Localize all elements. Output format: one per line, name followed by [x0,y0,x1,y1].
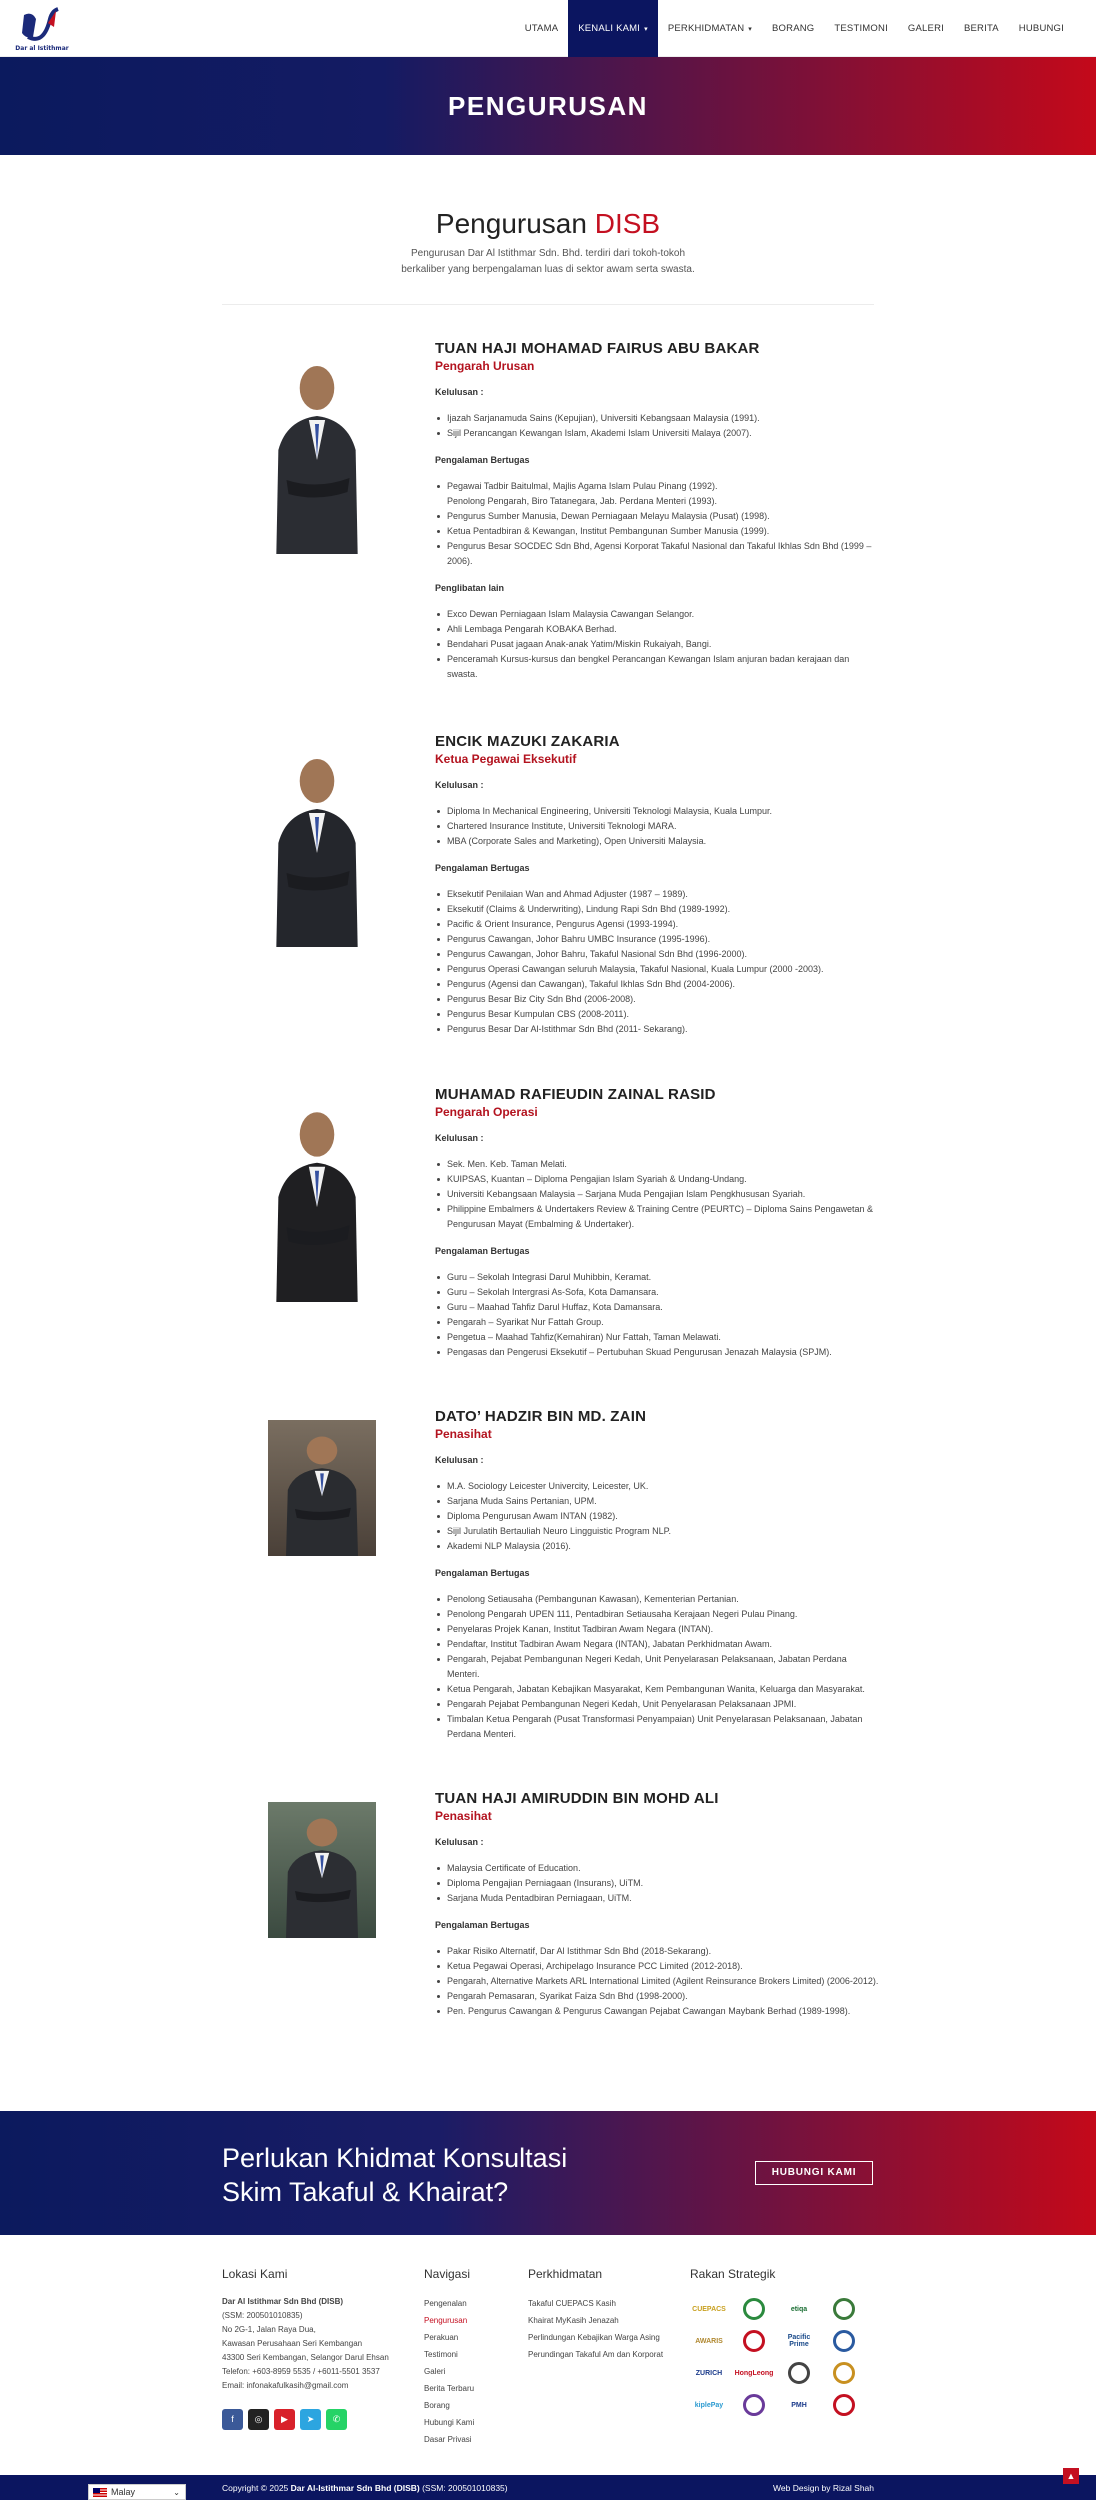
list-item: Bendahari Pusat jagaan Anak-anak Yatim/Miskin Rukaiyah, Bangi. [435,637,880,652]
partner-logo [735,2391,773,2419]
partner-logo: HongLeong [734,2369,774,2377]
list-item: Pengarah Pemasaran, Syarikat Faiza Sdn Bhd (1998-2000). [435,1989,880,2004]
list-item: Pengurus Operasi Cawangan seluruh Malaysia, Takaful Nasional, Kuala Lumpur (2000 -2003). [435,962,880,977]
logo-text: Dar al Istithmar [15,45,69,52]
contact-us-button[interactable]: HUBUNGI KAMI [755,2161,873,2185]
member-section-heading: Kelulusan : [435,1837,484,1847]
hero-title: PENGURUSAN [448,91,648,121]
list-item: Penceramah Kursus-kursus dan bengkel Perancangan Kewangan Islam anjuran badan kerajaan dan swasta. [435,652,880,682]
member-section-list [435,887,880,1037]
member-role: Pengarah Operasi [435,1105,538,1119]
list-item: Penolong Pengarah UPEN 111, Pentadbiran Setiausaha Kerajaan Negeri Pulau Pinang. [435,1607,880,1622]
list-item: Pendaftar, Institut Tadbiran Awam Negara (INTAN), Jabatan Perkhidmatan Awam. [435,1637,880,1652]
member-section-list [435,411,880,441]
site-footer [0,2235,1096,2475]
list-item: Sijil Perancangan Kewangan Islam, Akademi Islam Universiti Malaya (2007). [435,426,880,441]
nav-item-label: KENALI KAMI [578,23,641,34]
footer-location-line: Telefon: +603-8959 5535 / +6011-5501 3537 [222,2367,380,2376]
list-item: Guru – Maahad Tahfiz Darul Huffaz, Kota Damansara. [435,1300,880,1315]
member-section-heading: Penglibatan lain [435,583,505,593]
list-item: Penyelaras Projek Kanan, Institut Tadbiran Awam Negara (INTAN). [435,1622,880,1637]
partner-logo: PMH [791,2401,807,2409]
member-section-heading: Kelulusan : [435,387,484,397]
scroll-to-top-button[interactable]: ▲ [1063,2468,1079,2484]
member-photo [256,340,378,554]
section-title-main: Pengurusan [435,208,595,239]
member-section-list [435,1479,880,1554]
list-item: Sarjana Muda Pentadbiran Perniagaan, UiTM. [435,1891,880,1906]
footer-navigation-heading: Navigasi [424,2267,471,2281]
list-item: Ahli Lembaga Pengarah KOBAKA Berhad. [435,622,880,637]
nav-item-testimoni[interactable] [824,0,898,57]
list-item: Pengurus (Agensi dan Cawangan), Takaful Ikhlas Sdn Bhd (2004-2006). [435,977,880,992]
member-section-heading: Pengalaman Bertugas [435,1246,530,1256]
malaysia-flag-icon [93,2488,107,2497]
nav-item-berita[interactable] [954,0,1009,57]
footer-location-line: Kawasan Perusahaan Seri Kembangan [222,2339,363,2348]
list-item: Pengurus Sumber Manusia, Dewan Perniagaan Melayu Malaysia (Pusat) (1998). [435,509,880,524]
footer-partners [690,2267,874,2419]
member-role: Pengarah Urusan [435,359,535,373]
list-item: Philippine Embalmers & Undertakers Review & Training Centre (PEURTC) – Diploma Sains Pengawetan & Pengurusan Mayat (Embalming & Undertaker). [435,1202,880,1232]
member-photo [268,1420,376,1556]
footer-services [528,2267,678,2363]
member-section-heading: Pengalaman Bertugas [435,863,530,873]
footer-location-line: (SSM: 200501010835) [222,2311,303,2320]
list-item: Ijazah Sarjanamuda Sains (Kepujian), Universiti Kebangsaan Malaysia (1991). [435,411,880,426]
member-photo [256,733,378,947]
footer-nav-link[interactable]: Pengurusan [424,2316,468,2325]
member-section-list [435,1944,880,2019]
footer-location-line: No 2G-1, Jalan Raya Dua, [222,2325,316,2334]
footer-location-line: Email: infonakafulkasih@gmail.com [222,2381,349,2390]
facebook-icon[interactable]: f [222,2409,243,2430]
member-info [435,340,880,682]
footer-service-link[interactable]: Takaful CUEPACS Kasih [528,2299,616,2308]
design-credit: Web Design by Rizal Shah [773,2483,874,2493]
footer-company-name: Dar Al Istithmar Sdn Bhd (DISB) [222,2297,344,2306]
member-photo [256,1086,378,1302]
member-section-heading: Pengalaman Bertugas [435,1568,530,1578]
main-nav [515,0,1074,57]
footer-partners-heading: Rakan Strategik [690,2267,776,2281]
footer-service-link[interactable]: Perlindungan Kebajikan Warga Asing [528,2333,660,2342]
copyright-text: Copyright © 2025 Dar Al-Istithmar Sdn Bhd (DISB) (SSM: 200501010835) [222,2483,508,2493]
youtube-icon[interactable]: ▶ [274,2409,295,2430]
member-section-list [435,1157,880,1232]
member-name: TUAN HAJI MOHAMAD FAIRUS ABU BAKAR [435,340,760,357]
section-description: Pengurusan Dar Al Istithmar Sdn. Bhd. terdiri dari tokoh-tokoh berkaliber yang berpengalaman luas di sektor awam serta swasta. [401,248,695,275]
list-item: Pengarah, Alternative Markets ARL International Limited (Agilent Reinsurance Brokers Limited) (2006-2012). [435,1974,880,1989]
list-item: Universiti Kebangsaan Malaysia – Sarjana Muda Pengajian Islam Pengkhususan Syariah. [435,1187,880,1202]
nav-item-label: BORANG [772,23,815,34]
partner-logo [825,2391,863,2419]
footer-service-link[interactable]: Perundingan Takaful Am dan Korporat [528,2350,664,2359]
list-item: Pacific & Orient Insurance, Pengurus Agensi (1993-1994). [435,917,880,932]
list-item: MBA (Corporate Sales and Marketing), Open Universiti Malaysia. [435,834,880,849]
member-section-list [435,1592,880,1742]
footer-nav-link[interactable]: Galeri [424,2367,446,2376]
list-item: Malaysia Certificate of Education. [435,1861,880,1876]
list-item: Guru – Sekolah Integrasi Darul Muhibbin, Keramat. [435,1270,880,1285]
telegram-icon[interactable]: ➤ [300,2409,321,2430]
list-item: Pengarah Pejabat Pembangunan Negeri Kedah, Unit Penyelarasan Pelaksanaan JPMI. [435,1697,880,1712]
list-item: Diploma Pengurusan Awam INTAN (1982). [435,1509,880,1524]
language-label: Malay [111,2487,136,2497]
footer-nav-link[interactable]: Hubungi Kami [424,2418,475,2427]
member-info [435,1408,880,1742]
footer-location-line: 43300 Seri Kembangan, Selangor Darul Ehsan [222,2353,389,2362]
member-info [435,1086,880,1360]
footer-nav-link[interactable]: Dasar Privasi [424,2435,472,2444]
footer-nav-link[interactable]: Testimoni [424,2350,458,2359]
list-item: Akademi NLP Malaysia (2016). [435,1539,880,1554]
list-item: Pengurus Besar Kumpulan CBS (2008-2011). [435,1007,880,1022]
footer-location-heading: Lokasi Kami [222,2267,288,2281]
partner-logo [735,2295,773,2323]
cta-banner [0,2111,1096,2235]
list-item: Sarjana Muda Sains Pertanian, UPM. [435,1494,880,1509]
footer-nav-link[interactable]: Perakuan [424,2333,459,2342]
member-info [435,733,880,1037]
page-hero [0,57,1096,155]
footer-services-heading: Perkhidmatan [528,2267,603,2281]
member-section-heading: Kelulusan : [435,780,484,790]
list-item: Pen. Pengurus Cawangan & Pengurus Cawangan Pejabat Cawangan Maybank Berhad (1989-1998). [435,2004,880,2019]
member-photo [268,1802,376,1938]
list-item: Pengurus Besar Dar Al-Istithmar Sdn Bhd (2011- Sekarang). [435,1022,880,1037]
member-section-heading: Pengalaman Bertugas [435,455,530,465]
member-section-heading: Kelulusan : [435,1455,484,1465]
list-item: Sijil Jurulatih Bertauliah Neuro Lingguistic Program NLP. [435,1524,880,1539]
list-item: Ketua Pentadbiran & Kewangan, Institut Pembangunan Sumber Manusia (1999). [435,524,880,539]
nav-item-utama[interactable] [515,0,569,57]
member-role: Penasihat [435,1427,492,1441]
partner-logo: AWARIS [695,2337,723,2345]
nav-item-label: PERKHIDMATAN [667,23,745,34]
member-section-list [435,479,880,569]
list-item: Pengurus Cawangan, Johor Bahru UMBC Insurance (1995-1996). [435,932,880,947]
member-role: Ketua Pegawai Eksekutif [435,752,577,766]
nav-item-hubungi[interactable] [1009,0,1074,57]
site-header [0,0,1096,57]
nav-item-label: BERITA [963,23,999,34]
footer-nav-link[interactable]: Pengenalan [424,2299,467,2308]
list-item: M.A. Sociology Leicester Univercity, Leicester, UK. [435,1479,880,1494]
partner-logo [735,2327,773,2355]
list-item: Diploma Pengajian Perniagaan (Insurans), UiTM. [435,1876,880,1891]
partner-logo: ZURICH [695,2369,723,2377]
partner-logo [780,2359,818,2387]
nav-item-perkhidmatan[interactable] [658,0,762,57]
nav-item-kenali-kami[interactable] [568,0,658,57]
list-item: Eksekutif Penilaian Wan and Ahmad Adjuster (1987 – 1989). [435,887,880,902]
list-item: Sek. Men. Keb. Taman Melati. [435,1157,880,1172]
section-title-accent: DISB [594,208,661,239]
list-item: Pengurus Cawangan, Johor Bahru, Takaful Nasional Sdn Bhd (1996-2000). [435,947,880,962]
partner-logo [825,2295,863,2323]
cta-title: Perlukan Khidmat Konsultasi Skim Takaful & Khairat? [222,2143,568,2207]
list-item: Penolong Setiausaha (Pembangunan Kawasan), Kementerian Pertanian. [435,1592,880,1607]
whatsapp-icon[interactable]: ✆ [326,2409,347,2430]
member-section-list [435,1270,880,1360]
list-item: Chartered Insurance Institute, Universiti Teknologi MARA. [435,819,880,834]
nav-item-label: UTAMA [524,23,559,34]
list-item: Ketua Pegawai Operasi, Archipelago Insurance PCC Limited (2012-2018). [435,1959,880,1974]
company-logo[interactable] [15,5,69,53]
nav-item-label: GALERI [907,23,944,34]
nav-item-galeri[interactable] [898,0,954,57]
member-info [435,1790,880,2019]
footer-nav-link[interactable]: Berita Terbaru [424,2384,475,2393]
list-item: Guru – Sekolah Intergrasi As-Sofa, Kota Damansara. [435,1285,880,1300]
list-item: Pengetua – Maahad Tahfiz(Kemahiran) Nur Fattah, Taman Melawati. [435,1330,880,1345]
list-item: Pengarah – Syarikat Nur Fattah Group. [435,1315,880,1330]
member-name: TUAN HAJI AMIRUDDIN BIN MOHD ALI [435,1790,719,1807]
section-title [0,208,1096,240]
list-item: Pengasas dan Pengerusi Eksekutif – Pertubuhan Skuad Pengurusan Jenazah Malaysia (SPJM). [435,1345,880,1360]
member-name: MUHAMAD RAFIEUDIN ZAINAL RASID [435,1086,716,1103]
list-item: Pengarah, Pejabat Pembangunan Negeri Kedah, Unit Penyelarasan Pelaksanaan, Jabatan Perdana Menteri. [435,1652,880,1682]
footer-nav-link[interactable]: Borang [424,2401,450,2410]
partner-logo: kiplePay [694,2401,724,2409]
footer-location [222,2267,392,2430]
member-section-list [435,607,880,682]
partner-logo: Pacific Prime [787,2334,811,2348]
member-role: Penasihat [435,1809,492,1823]
member-section-heading: Kelulusan : [435,1133,484,1143]
nav-item-label: HUBUNGI [1018,23,1064,34]
list-item: Diploma In Mechanical Engineering, Universiti Teknologi Malaysia, Kuala Lumpur. [435,804,880,819]
member-section-list [435,804,880,849]
list-item: Exco Dewan Perniagaan Islam Malaysia Cawangan Selangor. [435,607,880,622]
partner-logo [825,2327,863,2355]
nav-item-borang[interactable] [762,0,824,57]
list-item: Pegawai Tadbir Baitulmal, Majlis Agama Islam Pulau Pinang (1992). Penolong Pengarah, Biro Tatanegara, Jab. Perdana Menteri (1993). [435,479,880,509]
member-section-list [435,1861,880,1906]
footer-service-link[interactable]: Khairat MyKasih Jenazah [528,2316,619,2325]
chevron-down-icon: ⌄ [173,2487,180,2497]
list-item: Timbalan Ketua Pengarah (Pusat Transformasi Penyampaian) Unit Penyelarasan Pelaksanaan, Jabatan Perdana Menteri. [435,1712,880,1742]
footer-navigation [424,2267,514,2448]
social-links [222,2409,392,2430]
partner-logo: CUEPACS [692,2305,726,2313]
member-name: DATO’ HADZIR BIN MD. ZAIN [435,1408,647,1425]
partner-logo [825,2359,863,2387]
language-selector[interactable] [88,2484,186,2500]
member-section-heading: Pengalaman Bertugas [435,1920,530,1930]
list-item: Eksekutif (Claims & Underwriting), Lindung Rapi Sdn Bhd (1989-1992). [435,902,880,917]
instagram-icon[interactable]: ◎ [248,2409,269,2430]
list-item: Pengurus Besar Biz City Sdn Bhd (2006-2008). [435,992,880,1007]
list-item: Pengurus Besar SOCDEC Sdn Bhd, Agensi Korporat Takaful Nasional dan Takaful Ikhlas Sdn Bhd (1999 – 2006). [435,539,880,569]
member-name: ENCIK MAZUKI ZAKARIA [435,733,620,750]
list-item: KUIPSAS, Kuantan – Diploma Pengajian Islam Syariah & Undang-Undang. [435,1172,880,1187]
list-item: Ketua Pengarah, Jabatan Kebajikan Masyarakat, Kem Pembangunan Wanita, Keluarga dan Masyarakat. [435,1682,880,1697]
chevron-down-icon: ▾ [644,25,648,33]
nav-item-label: TESTIMONI [834,23,888,34]
partner-logo: etiqa [790,2305,808,2313]
list-item: Pakar Risiko Alternatif, Dar Al Istithmar Sdn Bhd (2018-Sekarang). [435,1944,880,1959]
chevron-down-icon: ▾ [748,25,753,33]
divider [222,304,874,305]
